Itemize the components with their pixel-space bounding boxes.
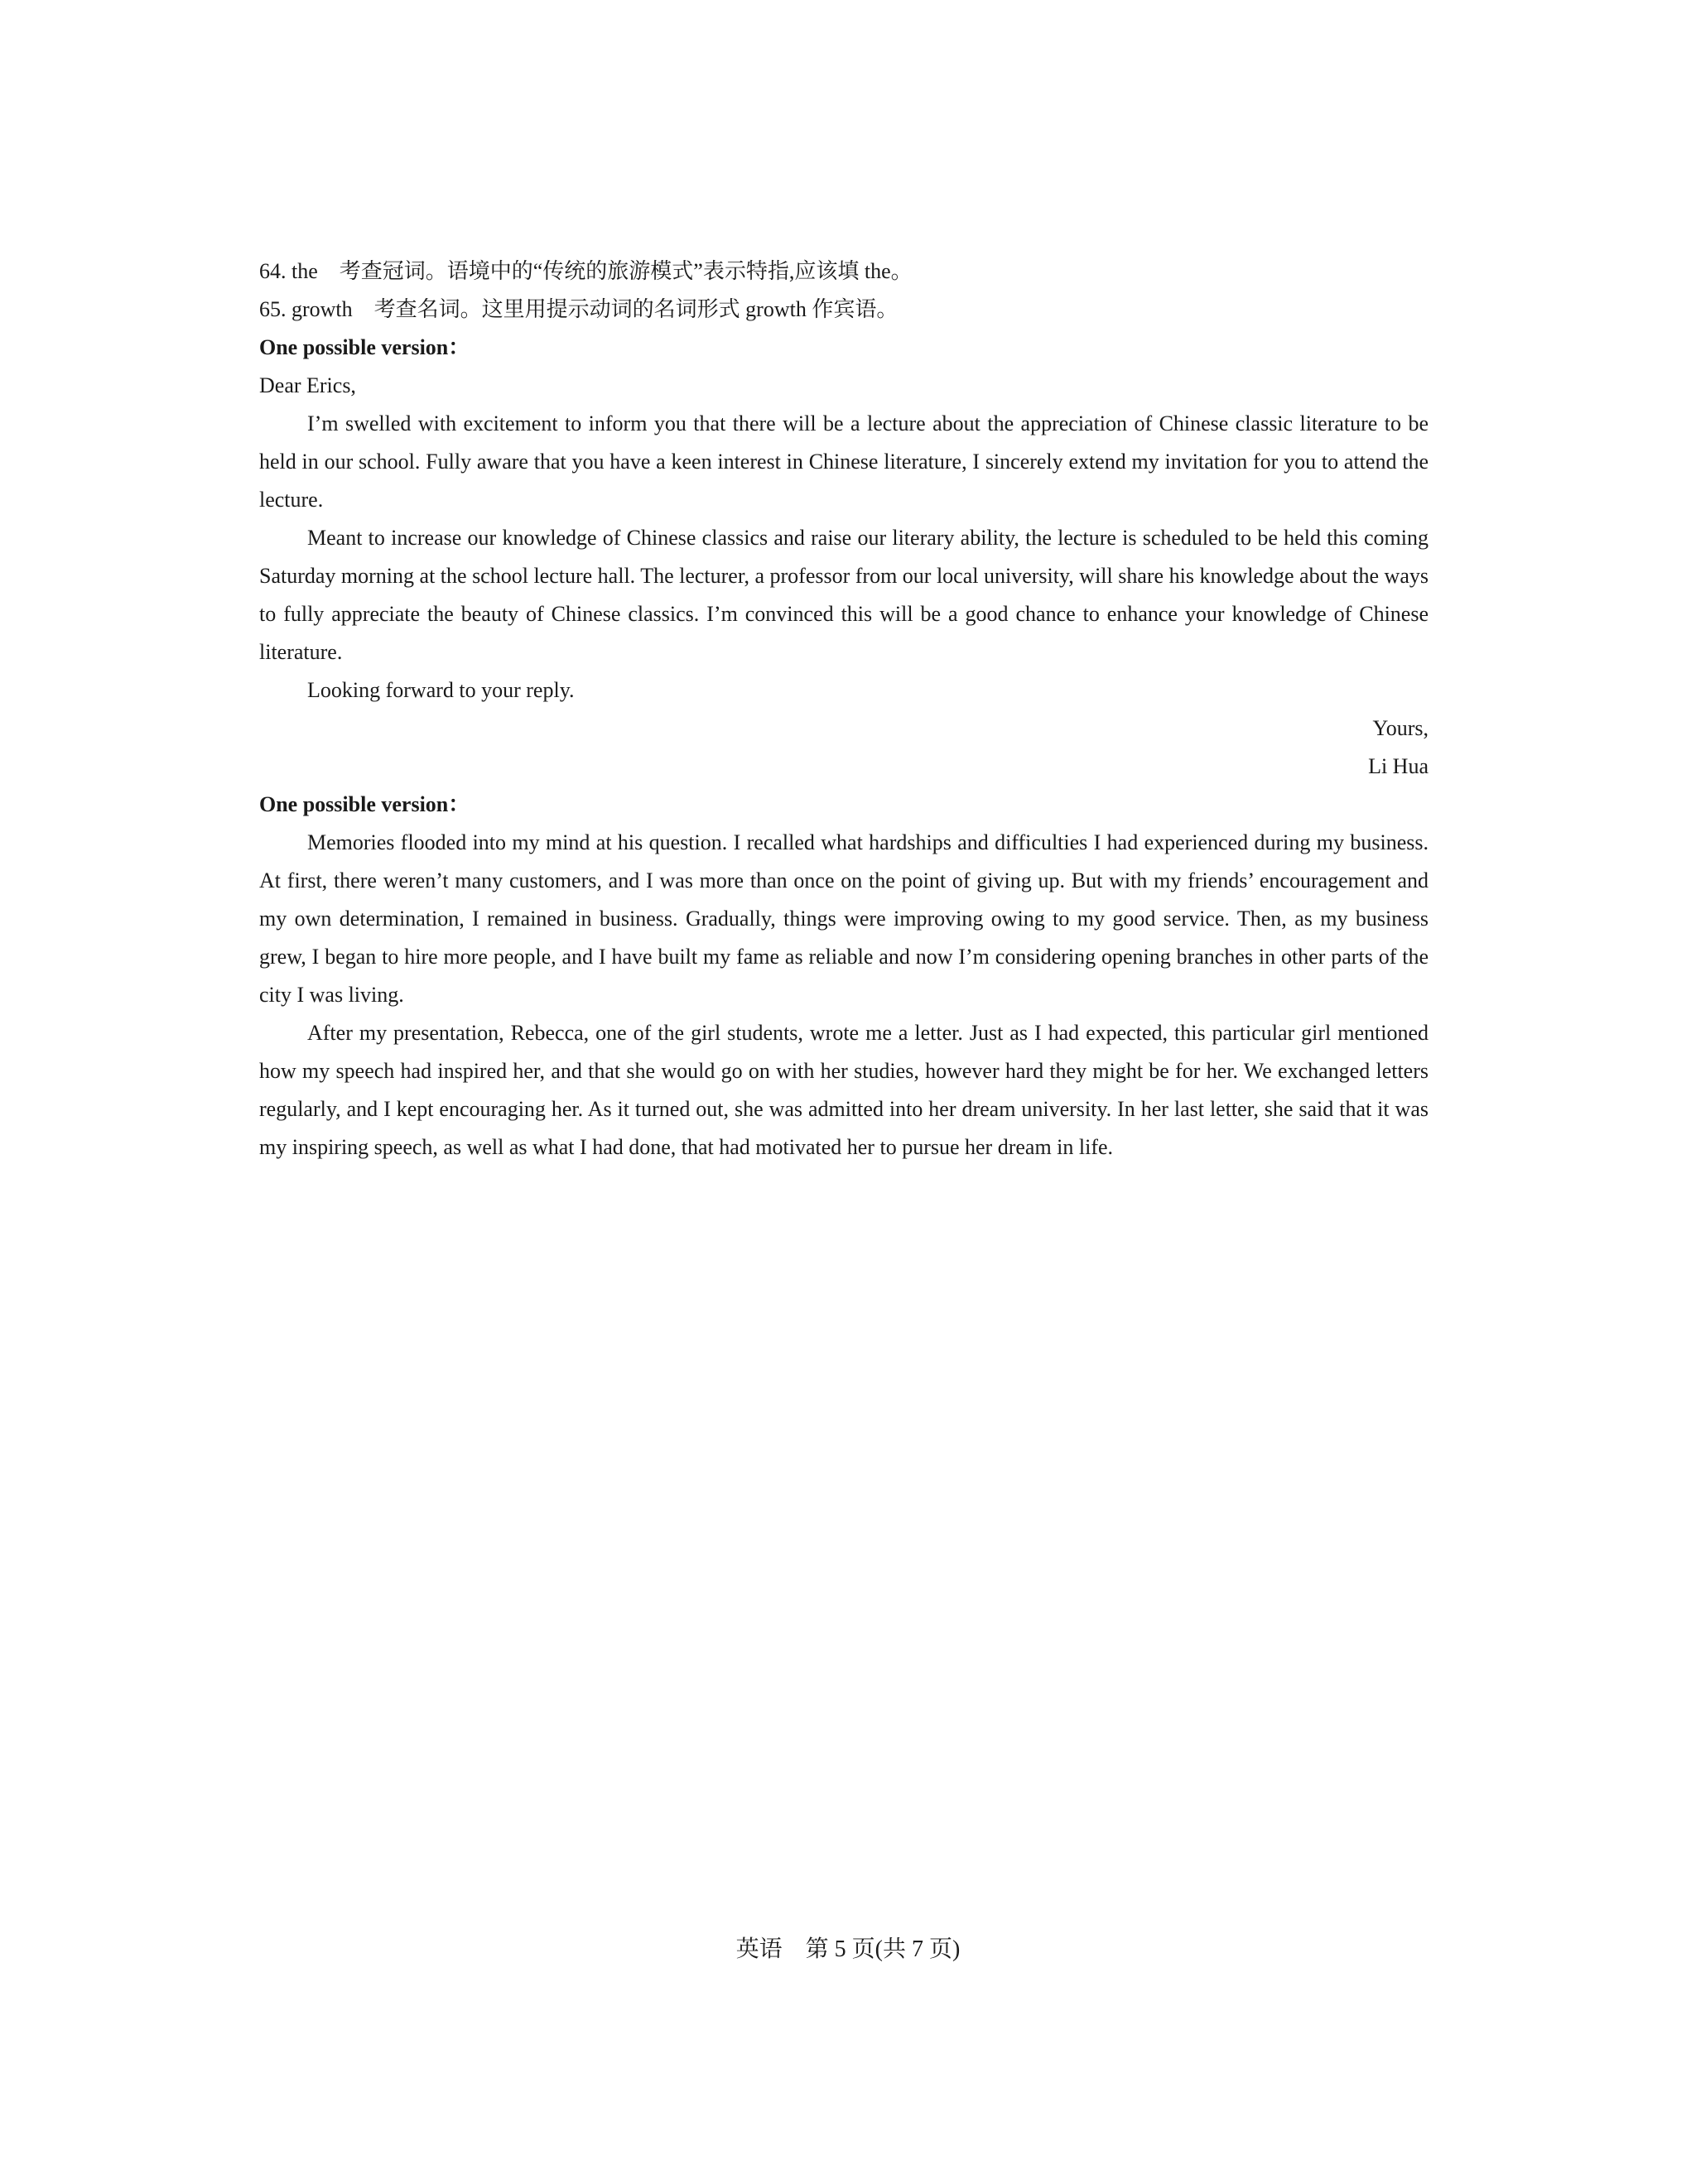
answer-64: 64. the 考查冠词。语境中的“传统的旅游模式”表示特指,应该填 the。 (259, 259, 913, 283)
letter-closing: Yours, (1372, 716, 1429, 740)
continuation-paragraph-2: After my presentation, Rebecca, one of the girl students, wrote me a letter. Just as I had expected, this particular girl mentioned how my speech had inspired her, and that she would go on with her studies, however hard they might be for her. We exchanged letters regularly, and I kept encouraging her. As it turned out, she was admitted into her dream university. In her last letter, she said that it was my inspiring speech, as well as what I had done, that had motivated her to pursue her dream in life. (259, 1021, 1429, 1159)
letter-paragraph-3: Looking forward to your reply. (307, 678, 575, 702)
letter-paragraph-1: I’m swelled with excitement to inform you that there will be a lecture about the appreciation of Chinese classic literature to be held in our school. Fully aware that you have a keen interest in Chinese literature, I sincerely extend my invitation for you to attend the lecture. (259, 411, 1429, 512)
letter-salutation: Dear Erics, (259, 373, 356, 397)
continuation-paragraph-1: Memories flooded into my mind at his question. I recalled what hardships and difficulties I had experienced during my business. At first, there weren’t many customers, and I was more than once on the point of giving up. But with my friends’ encouragement and my own determination, I remained in business. Gradually, things were improving owing to my good service. Then, as my business grew, I began to hire more people, and I have built my fame as reliable and now I’m considering opening branches in other parts of the city I was living. (259, 830, 1429, 1007)
letter-heading: One possible version： (259, 335, 470, 359)
continuation-heading: One possible version： (259, 792, 470, 816)
document-body (259, 253, 1429, 1167)
answer-65: 65. growth 考查名词。这里用提示动词的名词形式 growth 作宾语。 (259, 297, 899, 321)
letter-signature: Li Hua (1368, 754, 1429, 778)
page-footer: 英语 第 5 页(共 7 页) (735, 1936, 961, 1962)
letter-paragraph-2: Meant to increase our knowledge of Chinese classics and raise our literary ability, the lecture is scheduled to be held this coming Saturday morning at the school lecture hall. The lecturer, a professor from our local university, will share his knowledge about the ways to fully appreciate the beauty of Chinese classics. I’m convinced this will be a good chance to enhance your knowledge of Chinese literature. (259, 526, 1429, 664)
